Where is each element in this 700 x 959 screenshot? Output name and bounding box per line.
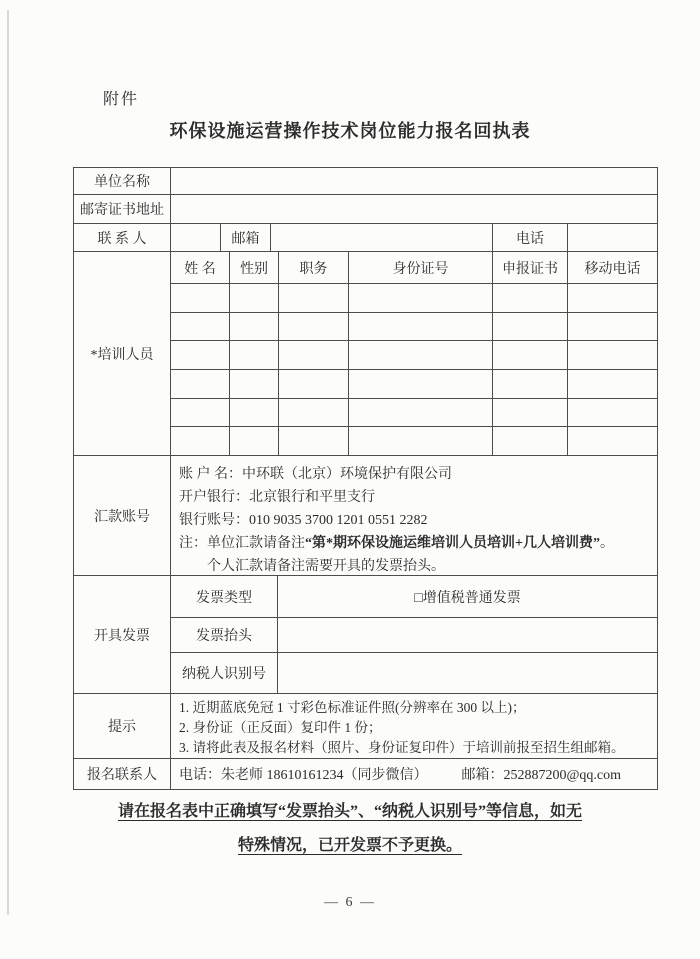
trainee-empty-cell <box>568 341 657 369</box>
tips-label: 提示 <box>74 694 171 758</box>
trainee-empty-cell <box>279 399 349 427</box>
trainee-empty-cell <box>230 399 279 427</box>
trainee-empty-cell <box>568 313 657 341</box>
col-position: 职务 <box>279 252 349 283</box>
trainees-grid <box>171 252 657 455</box>
trainee-empty-cell <box>279 427 349 455</box>
mailing-address-label: 邮寄证书地址 <box>74 195 171 223</box>
invoice-type-label: 发票类型 <box>171 576 278 617</box>
trainee-empty-cell <box>279 341 349 369</box>
invoice-tax-id-row <box>171 653 657 693</box>
unit-name-cell <box>171 168 657 194</box>
col-certificate: 申报证书 <box>493 252 568 283</box>
trainee-empty-cell <box>171 341 230 369</box>
trainees-label: *培训人员 <box>74 252 171 455</box>
trainee-empty-cell <box>493 313 568 341</box>
row-trainees <box>74 252 657 456</box>
tip-item: 1. 近期蓝底免冠 1 寸彩色标准证件照(分辨率在 300 以上)； <box>179 700 526 715</box>
trainee-empty-row <box>171 370 657 399</box>
contact-label: 联 系 人 <box>74 224 171 251</box>
scan-artifact-line <box>7 10 9 915</box>
trainee-empty-cell <box>171 427 230 455</box>
remittance-label: 汇款账号 <box>74 456 171 575</box>
trainee-empty-cell <box>493 427 568 455</box>
remit-account-number: 银行账号：010 9035 3700 1201 0551 2282 <box>179 513 428 528</box>
trainee-empty-cell <box>493 370 568 398</box>
registration-contact-label: 报名联系人 <box>74 759 171 789</box>
trainee-empty-cell <box>279 370 349 398</box>
trainee-empty-cell <box>230 341 279 369</box>
trainee-empty-cell <box>230 427 279 455</box>
registration-contact-email: 邮箱：252887200@qq.com <box>461 768 621 783</box>
trainee-empty-cell <box>171 313 230 341</box>
page-number: — 6 — <box>324 895 376 910</box>
trainee-empty-cell <box>279 313 349 341</box>
trainee-empty-cell <box>171 284 230 312</box>
trainee-empty-row <box>171 341 657 370</box>
row-invoice <box>74 576 657 694</box>
email-cell <box>271 224 493 251</box>
invoice-title-cell <box>278 618 657 652</box>
trainee-empty-cell <box>230 284 279 312</box>
remit-account-name: 账 户 名：中环联（北京）环境保护有限公司 <box>179 467 452 482</box>
invoice-label: 开具发票 <box>74 576 171 693</box>
trainee-empty-row <box>171 427 657 455</box>
trainee-empty-cell <box>568 284 657 312</box>
phone-label: 电话 <box>493 224 568 251</box>
remit-note-suffix: 。 <box>599 536 614 551</box>
trainee-empty-cell <box>493 284 568 312</box>
invoice-type-row <box>171 576 657 618</box>
trainee-empty-row <box>171 399 657 428</box>
registration-contact-phone: 电话：朱老师 18610161234（同步微信） <box>179 768 428 783</box>
remit-note-line2: 个人汇款请备注需要开具的发票抬头。 <box>207 559 445 574</box>
remit-bank: 开户银行：北京银行和平里支行 <box>179 490 375 505</box>
remit-note-prefix: 注：单位汇款请备注 <box>179 536 305 551</box>
invoice-grid <box>171 576 657 693</box>
trainee-empty-cell <box>493 341 568 369</box>
invoice-tax-id-cell <box>278 653 657 693</box>
trainee-empty-cell <box>349 427 493 455</box>
invoice-tax-id-label: 纳税人识别号 <box>171 653 278 693</box>
row-unit-name <box>74 168 657 195</box>
invoice-type-value: □增值税普通发票 <box>414 590 521 606</box>
footer-note-line1: 请在报名表中正确填写“发票抬头”、“纳税人识别号”等信息，如无 <box>117 803 582 820</box>
tip-item: 3. 请将此表及报名材料（照片、身份证复印件）于培训前报至招生组邮箱。 <box>179 740 625 755</box>
trainee-empty-cell <box>279 284 349 312</box>
phone-cell <box>568 224 657 251</box>
footer-note <box>0 795 700 863</box>
remit-note <box>179 532 651 555</box>
trainee-empty-cell <box>568 370 657 398</box>
trainee-empty-cell <box>568 427 657 455</box>
trainee-empty-cell <box>349 313 493 341</box>
trainee-empty-cell <box>230 370 279 398</box>
attachment-label: 附件 <box>103 91 140 108</box>
invoice-title-label: 发票抬头 <box>171 618 278 652</box>
col-gender: 性别 <box>230 252 279 283</box>
col-name: 姓 名 <box>171 252 230 283</box>
registration-contact-content <box>171 759 657 789</box>
trainee-empty-cell <box>171 370 230 398</box>
col-mobile: 移动电话 <box>584 261 641 277</box>
contact-name-cell <box>171 224 221 251</box>
trainee-empty-row <box>171 284 657 313</box>
trainee-empty-row <box>171 313 657 342</box>
trainee-empty-cell <box>493 399 568 427</box>
tips-content <box>171 694 657 758</box>
unit-name-label: 单位名称 <box>74 168 171 194</box>
trainee-empty-cell <box>230 313 279 341</box>
trainees-header-row <box>171 252 657 284</box>
registration-form-table <box>73 167 658 790</box>
remit-note-bold: “第*期环保设施运维培训人员培训+几人培训费” <box>305 536 600 551</box>
row-contact <box>74 224 657 252</box>
row-tips <box>74 694 657 759</box>
trainee-empty-cell <box>349 399 493 427</box>
invoice-title-row <box>171 618 657 653</box>
trainee-empty-cell <box>171 399 230 427</box>
trainee-empty-cell <box>349 370 493 398</box>
row-remittance <box>74 456 657 576</box>
col-id-number: 身份证号 <box>349 252 493 283</box>
row-mailing-address <box>74 195 657 224</box>
mailing-address-cell <box>171 195 657 223</box>
remittance-content <box>171 456 657 575</box>
footer-note-line2: 特殊情况，已开发票不予更换。 <box>237 837 462 854</box>
row-registration-contact <box>74 759 657 789</box>
page-title: 环保设施运营操作技术岗位能力报名回执表 <box>169 121 531 141</box>
trainee-empty-cell <box>568 399 657 427</box>
email-label: 邮箱 <box>221 224 271 251</box>
tip-item: 2. 身份证（正反面）复印件 1 份； <box>179 720 382 735</box>
trainee-empty-cell <box>349 341 493 369</box>
trainee-empty-cell <box>349 284 493 312</box>
